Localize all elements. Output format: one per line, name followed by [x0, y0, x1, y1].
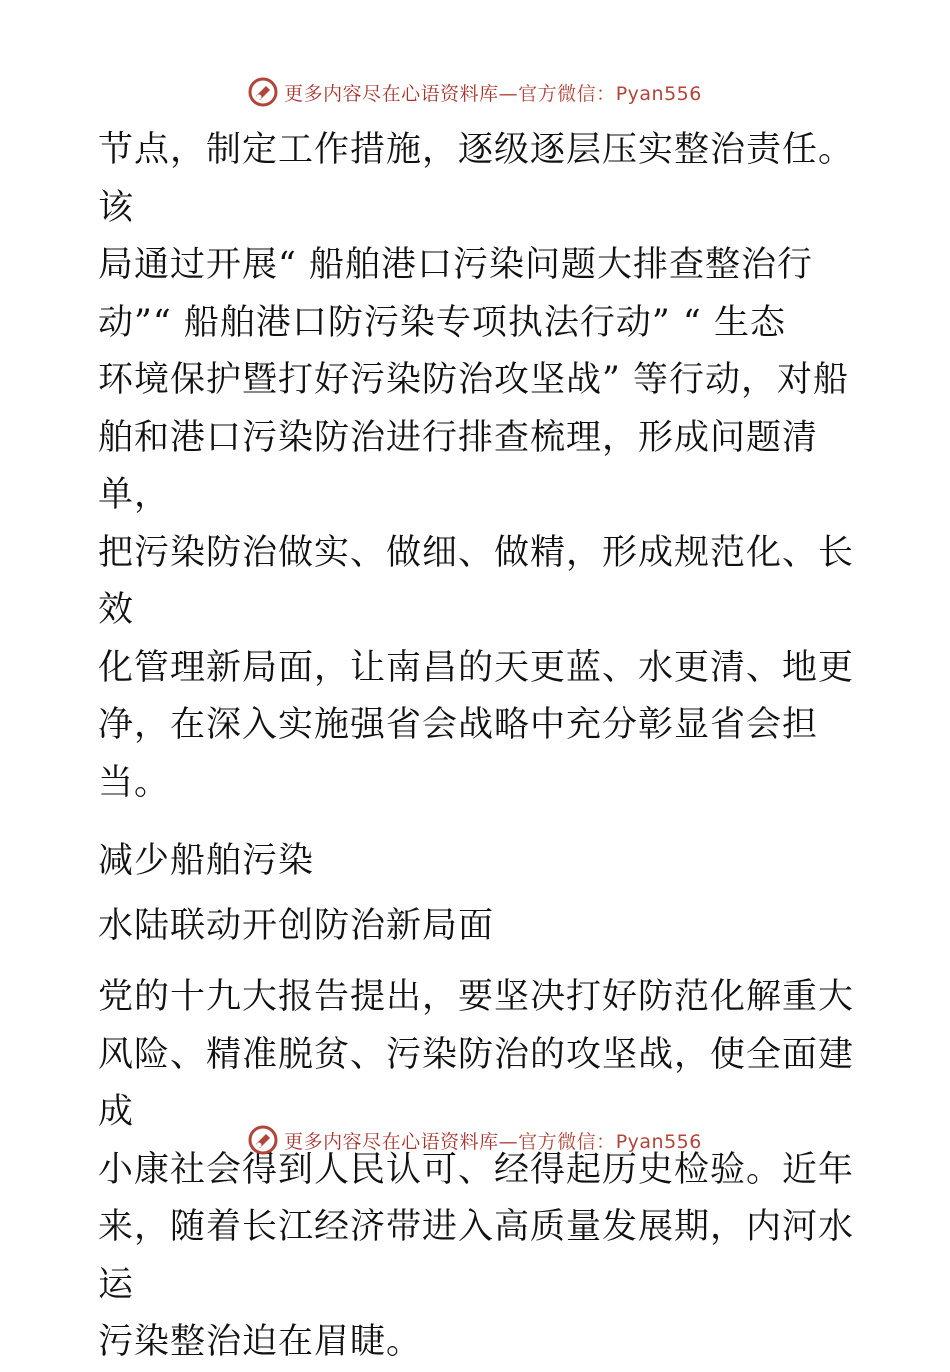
watermark-wechat-id: Pyan556 [615, 82, 702, 105]
watermark-text [284, 79, 702, 106]
header-watermark [0, 72, 950, 112]
section-heading-2: 水陆联动开创防治新局面 [98, 906, 495, 946]
document-body [98, 122, 858, 1372]
watermark-separator: — [498, 82, 519, 105]
watermark-separator: — [498, 1130, 519, 1153]
watermark-wechat-id: Pyan556 [615, 1130, 702, 1153]
paragraph-1: 节点，制定工作措施，逐级逐层压实整治责任。该 局通过开展“ 船舶港口污染问题大排查整治行 动”“ 船舶港口防污染专项执法行动” “ 生态 环境保护暨打好污染防治攻坚战” 等行动，对船 舶和港口污染防治进行排查梳理，形成问题清单， 把污染防治做实、做细、做精，形成规范化、长效 化管理新局面，让南昌的天更蓝、水更清、地更 净，在深入实施强省会战略中充分彰显省会担当。 [98, 130, 855, 803]
paragraph-2: 党的十九大报告提出，要坚决打好防范化解重大 风险、精准脱贫、污染防治的攻坚战，使全面建成 小康社会得到人民认可、经得起历史检验。近年 来，随着长江经济带进入高质量发展期，内河水运 污染整治迫在眉睫。 [98, 977, 855, 1362]
seal-logo-icon [248, 1125, 278, 1155]
seal-logo-icon [248, 77, 278, 107]
footer-watermark [0, 1120, 950, 1160]
watermark-brand: 更多内容尽在心语资料库 [284, 1130, 499, 1153]
section-heading-1: 减少船舶污染 [98, 841, 315, 881]
watermark-wechat-label: 官方微信： [518, 82, 616, 105]
watermark-text [284, 1127, 702, 1154]
watermark-brand: 更多内容尽在心语资料库 [284, 82, 499, 105]
watermark-wechat-label: 官方微信： [518, 1130, 616, 1153]
